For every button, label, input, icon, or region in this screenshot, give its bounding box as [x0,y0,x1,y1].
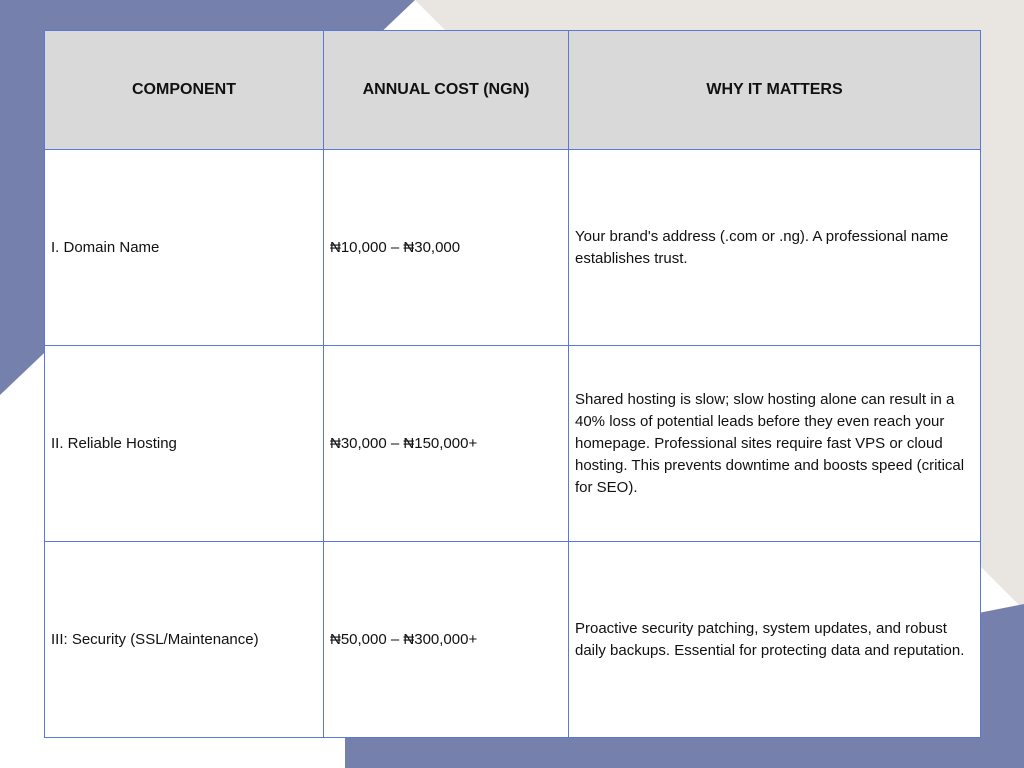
table-header-row [45,31,981,150]
table-row [45,542,981,738]
cell-why: Shared hosting is slow; slow hosting alone can result in a 40% loss of potential leads before they even reach your homepage. Professional sites require fast VPS or cloud hosting. This prevents downtime and boosts speed (critical for SEO). [569,346,981,542]
cell-why: Your brand's address (.com or .ng). A professional name establishes trust. [569,150,981,346]
cell-component: I. Domain Name [45,150,324,346]
cell-component: III: Security (SSL/Maintenance) [45,542,324,738]
cell-component: II. Reliable Hosting [45,346,324,542]
cell-cost: ₦50,000 – ₦300,000+ [324,542,569,738]
cell-cost: ₦10,000 – ₦30,000 [324,150,569,346]
header-component: COMPONENT [45,31,324,150]
cost-table [44,30,981,738]
header-why-it-matters: WHY IT MATTERS [569,31,981,150]
cost-table-container [44,30,980,738]
cell-why: Proactive security patching, system updates, and robust daily backups. Essential for protecting data and reputation. [569,542,981,738]
header-annual-cost: ANNUAL COST (NGN) [324,31,569,150]
cell-cost: ₦30,000 – ₦150,000+ [324,346,569,542]
table-row [45,150,981,346]
table-row [45,346,981,542]
